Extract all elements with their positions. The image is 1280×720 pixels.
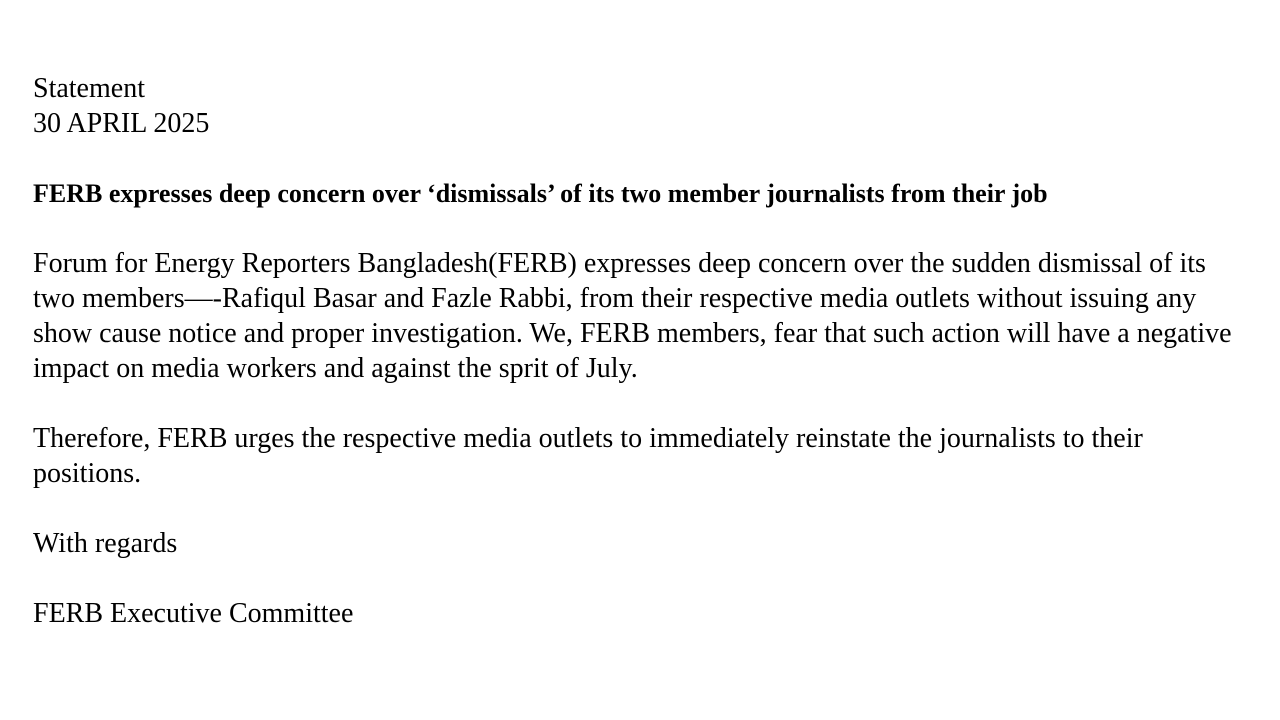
spacer <box>33 386 1253 421</box>
spacer <box>33 561 1253 596</box>
closing-text: With regards <box>33 528 178 559</box>
statement-date: 30 APRIL 2025 <box>33 108 210 139</box>
statement-document <box>33 71 1253 631</box>
body-paragraph-2: Therefore, FERB urges the respective media outlets to immediately reinstate the journalists to their positions. <box>33 423 1143 489</box>
statement-headline: FERB expresses deep concern over ‘dismissals’ of its two member journalists from their job <box>33 179 1048 208</box>
body-paragraph-1: Forum for Energy Reporters Bangladesh(FERB) expresses deep concern over the sudden dismissal of its two members—-Rafiqul Basar and Fazle Rabbi, from their respective media outlets without issuing any show cause notice and proper investigation. We, FERB members, fear that such action will have a negative impact on media workers and against the sprit of July. <box>33 248 1232 384</box>
signature: FERB Executive Committee <box>33 598 354 629</box>
spacer <box>33 491 1253 526</box>
spacer <box>33 211 1253 246</box>
statement-label: Statement <box>33 73 145 104</box>
spacer <box>33 141 1253 176</box>
